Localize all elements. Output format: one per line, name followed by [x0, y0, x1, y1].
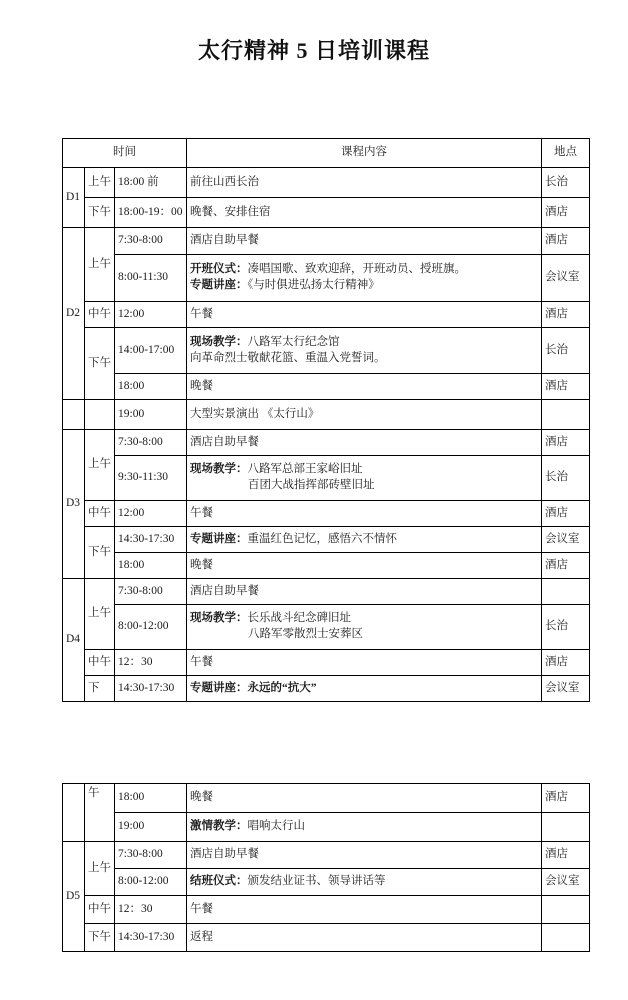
content-text: 颁发结业证书、领导讲话等 — [247, 875, 386, 888]
location-cell — [542, 579, 590, 605]
location-cell: 酒店 — [542, 374, 590, 400]
table-row — [63, 501, 590, 527]
period-label-noon: 中午 — [85, 302, 115, 328]
content-cell: 午餐 — [187, 501, 542, 527]
time-cell: 18:00 — [115, 784, 187, 813]
content-label: 开班仪式： — [190, 263, 248, 276]
content-cell: 前往山西长治 — [187, 168, 542, 198]
table-row — [63, 400, 590, 430]
header-time: 时间 — [63, 139, 187, 168]
content-label: 现场教学： — [190, 335, 248, 348]
content-text: 八路军太行纪念馆 — [247, 335, 340, 348]
table-row — [63, 813, 590, 842]
table-row — [63, 328, 590, 374]
location-cell: 长治 — [542, 456, 590, 501]
period-label-afternoon: 下午 — [85, 328, 115, 400]
schedule-table-part1 — [62, 138, 590, 702]
content-cell — [187, 813, 542, 842]
period-label-morning: 上午 — [85, 579, 115, 650]
table-row — [63, 255, 590, 302]
content-line — [190, 462, 538, 478]
content-cell — [187, 328, 542, 374]
period-label-morning: 上午 — [85, 842, 115, 896]
period-label-afternoon-split-bottom: 午 — [85, 784, 115, 842]
time-cell: 7:30-8:00 — [115, 579, 187, 605]
day-label-d4: D4 — [63, 579, 85, 702]
table-row — [63, 527, 590, 553]
location-cell: 酒店 — [542, 650, 590, 676]
table-row — [63, 650, 590, 676]
location-cell: 长治 — [542, 605, 590, 650]
location-cell: 酒店 — [542, 302, 590, 328]
content-cell: 晚餐 — [187, 784, 542, 813]
time-cell: 14:00-17:00 — [115, 328, 187, 374]
content-text: 八路军总部王家峪旧址 — [247, 463, 363, 476]
content-line: 百团大战指挥部砖壁旧址 — [248, 479, 375, 491]
table-row — [63, 228, 590, 255]
table-row — [63, 553, 590, 579]
table-row — [63, 374, 590, 400]
table-row — [63, 579, 590, 605]
content-cell: 返程 — [187, 924, 542, 952]
table-row — [63, 302, 590, 328]
content-text: 永远的“抗大” — [247, 681, 317, 694]
schedule-table-part2-wrapper — [62, 783, 589, 952]
location-cell: 酒店 — [542, 553, 590, 579]
location-cell — [542, 924, 590, 952]
time-cell: 18:00 前 — [115, 168, 187, 198]
location-cell: 长治 — [542, 168, 590, 198]
content-cell: 大型实景演出 《太行山》 — [187, 400, 542, 430]
time-cell: 12：30 — [115, 896, 187, 924]
schedule-table-part2 — [62, 783, 590, 952]
content-text: 重温红色记忆，感悟六不情怀 — [247, 532, 397, 545]
location-cell: 会议室 — [542, 869, 590, 896]
time-cell: 7:30-8:00 — [115, 842, 187, 869]
content-cell: 晚餐 — [187, 374, 542, 400]
location-cell: 酒店 — [542, 198, 590, 228]
period-label-afternoon: 下午 — [85, 198, 115, 228]
period-label-noon: 中午 — [85, 650, 115, 676]
schedule-table-part1-wrapper — [62, 138, 589, 702]
content-text: 长乐战斗纪念碑旧址 — [247, 612, 351, 625]
table-row — [63, 784, 590, 813]
day-label-empty — [63, 784, 85, 842]
page-title: 太行精神 5 日培训课程 — [197, 38, 430, 63]
time-cell: 14:30-17:30 — [115, 924, 187, 952]
time-cell: 12:00 — [115, 302, 187, 328]
content-cell: 酒店自助早餐 — [187, 579, 542, 605]
time-cell: 19:00 — [115, 400, 187, 430]
content-label: 专题讲座： — [190, 532, 248, 545]
location-cell: 酒店 — [542, 501, 590, 527]
content-line — [190, 611, 538, 627]
period-label-noon: 中午 — [85, 896, 115, 924]
content-cell: 晚餐 — [187, 553, 542, 579]
content-line: 向革命烈士敬献花篮、重温入党誓词。 — [190, 351, 386, 364]
content-label: 现场教学： — [190, 612, 248, 625]
content-cell — [187, 255, 542, 302]
period-label-morning: 上午 — [85, 168, 115, 198]
location-cell: 酒店 — [542, 430, 590, 456]
table-row — [63, 924, 590, 952]
location-cell: 酒店 — [542, 228, 590, 255]
content-label: 专题讲座： — [190, 279, 248, 291]
time-cell: 14:30-17:30 — [115, 527, 187, 553]
content-label: 结班仪式： — [190, 875, 248, 888]
period-label-morning: 上午 — [85, 228, 115, 302]
table-row — [63, 896, 590, 924]
day-label-d5: D5 — [63, 842, 85, 952]
time-cell: 19:00 — [115, 813, 187, 842]
content-cell — [187, 456, 542, 501]
content-text: 《与时俱进弘扬太行精神》 — [247, 279, 380, 291]
table-row — [63, 676, 590, 702]
table-row — [63, 430, 590, 456]
location-cell: 会议室 — [542, 527, 590, 553]
location-cell — [542, 400, 590, 430]
time-cell: 14:30-17:30 — [115, 676, 187, 702]
content-line — [190, 262, 538, 278]
period-label-afternoon: 下午 — [85, 924, 115, 952]
time-cell: 7:30-8:00 — [115, 430, 187, 456]
time-cell: 18:00 — [115, 374, 187, 400]
time-cell: 9:30-11:30 — [115, 456, 187, 501]
table-row — [63, 869, 590, 896]
content-line — [190, 335, 538, 351]
table-row — [63, 198, 590, 228]
content-cell: 午餐 — [187, 650, 542, 676]
day-label-d3: D3 — [63, 430, 85, 579]
location-cell: 会议室 — [542, 676, 590, 702]
header-location: 地点 — [542, 139, 590, 168]
table-row — [63, 456, 590, 501]
time-cell: 8:00-12:00 — [115, 605, 187, 650]
time-cell: 18:00-19：00 — [115, 198, 187, 228]
time-cell: 8:00-12:00 — [115, 869, 187, 896]
table-row — [63, 168, 590, 198]
period-label-afternoon-split-top: 下 — [85, 676, 115, 702]
period-label-empty — [85, 400, 115, 430]
header-content: 课程内容 — [187, 139, 542, 168]
table-row — [63, 605, 590, 650]
content-cell: 午餐 — [187, 302, 542, 328]
day-label-d1: D1 — [63, 168, 85, 228]
period-label-afternoon: 下午 — [85, 527, 115, 579]
content-cell: 酒店自助早餐 — [187, 228, 542, 255]
content-label: 专题讲座： — [190, 681, 248, 694]
content-line: 八路军零散烈士安葬区 — [248, 628, 363, 640]
period-label-noon: 中午 — [85, 501, 115, 527]
day-label-empty — [63, 400, 85, 430]
location-cell — [542, 896, 590, 924]
time-cell: 8:00-11:30 — [115, 255, 187, 302]
content-line — [190, 278, 538, 294]
content-cell: 酒店自助早餐 — [187, 430, 542, 456]
content-cell — [187, 676, 542, 702]
time-cell: 7:30-8:00 — [115, 228, 187, 255]
table-row — [63, 842, 590, 869]
location-cell: 长治 — [542, 328, 590, 374]
location-cell: 会议室 — [542, 255, 590, 302]
content-cell: 酒店自助早餐 — [187, 842, 542, 869]
content-text: 唱响太行山 — [247, 820, 305, 833]
location-cell: 酒店 — [542, 784, 590, 813]
content-text: 凑唱国歌、致欢迎辞，开班动员、授班旗。 — [247, 263, 466, 276]
table-header-row — [63, 139, 590, 168]
time-cell: 12：30 — [115, 650, 187, 676]
time-cell: 12:00 — [115, 501, 187, 527]
content-cell — [187, 869, 542, 896]
content-cell: 晚餐、安排住宿 — [187, 198, 542, 228]
content-cell — [187, 527, 542, 553]
content-cell — [187, 605, 542, 650]
day-label-d2: D2 — [63, 228, 85, 400]
time-cell: 18:00 — [115, 553, 187, 579]
period-label-morning: 上午 — [85, 430, 115, 501]
location-cell — [542, 813, 590, 842]
content-label: 激情教学： — [190, 820, 248, 833]
content-cell: 午餐 — [187, 896, 542, 924]
location-cell: 酒店 — [542, 842, 590, 869]
content-label: 现场教学： — [190, 463, 248, 476]
